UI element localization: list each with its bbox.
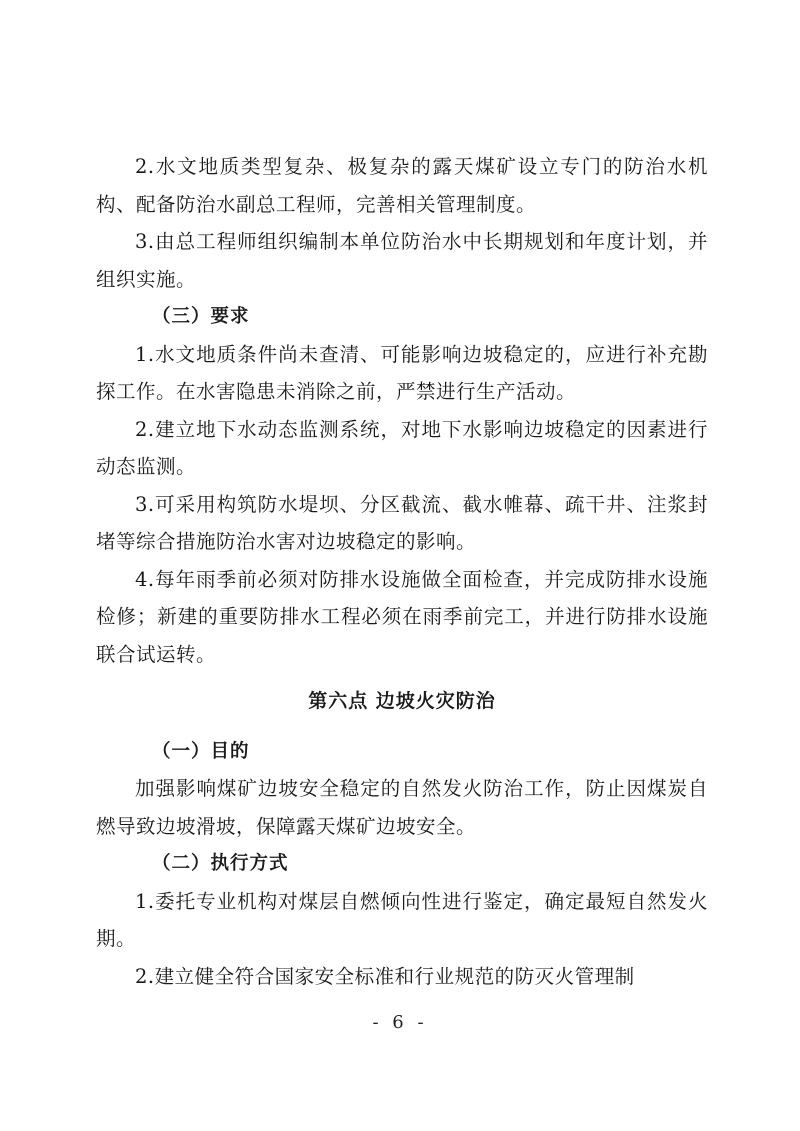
requirement-item-3: 3.可采用构筑防水堤坝、分区截流、截水帷幕、疏干井、注浆封堵等综合措施防治水害对边坡稳定的影响。 bbox=[96, 492, 708, 553]
page-body bbox=[96, 148, 708, 995]
purpose-paragraph: 加强影响煤矿边坡安全稳定的自然发火防治工作，防止因煤炭自燃导致边坡滑坡，保障露天煤矿边坡安全。 bbox=[96, 777, 708, 838]
page-number: - 6 - bbox=[372, 1012, 428, 1033]
paragraph-water-plan: 3.由总工程师组织编制本单位防治水中长期规划和年度计划，并组织实施。 bbox=[96, 230, 708, 291]
requirement-item-4: 4.每年雨季前必须对防排水设施做全面检查，并完成防排水设施检修；新建的重要防排水工程必须在雨季前完工，并进行防排水设施联合试运转。 bbox=[96, 567, 708, 666]
subheading-execution: （二）执行方式 bbox=[152, 853, 289, 874]
execution-item-1: 1.委托专业机构对煤层自燃倾向性进行鉴定，确定最短自然发火期。 bbox=[96, 889, 708, 950]
subheading-purpose: （一）目的 bbox=[152, 740, 250, 762]
requirement-item-1: 1.水文地质条件尚未查清、可能影响边坡稳定的，应进行补充勘探工作。在水害隐患未消除之前，严禁进行生产活动。 bbox=[96, 342, 708, 403]
subheading-requirements: （三）要求 bbox=[152, 306, 250, 327]
execution-item-2: 2.建立健全符合国家安全标准和行业规范的防灭火管理制 bbox=[135, 964, 635, 988]
paragraph-water-agency: 2.水文地质类型复杂、极复杂的露天煤矿设立专门的防治水机构、配备防治水副总工程师，完善相关管理制度。 bbox=[96, 155, 708, 216]
section-title: 第六点 边坡火灾防治 bbox=[308, 690, 496, 712]
requirement-item-2: 2.建立地下水动态监测系统，对地下水影响边坡稳定的因素进行动态监测。 bbox=[96, 417, 708, 478]
